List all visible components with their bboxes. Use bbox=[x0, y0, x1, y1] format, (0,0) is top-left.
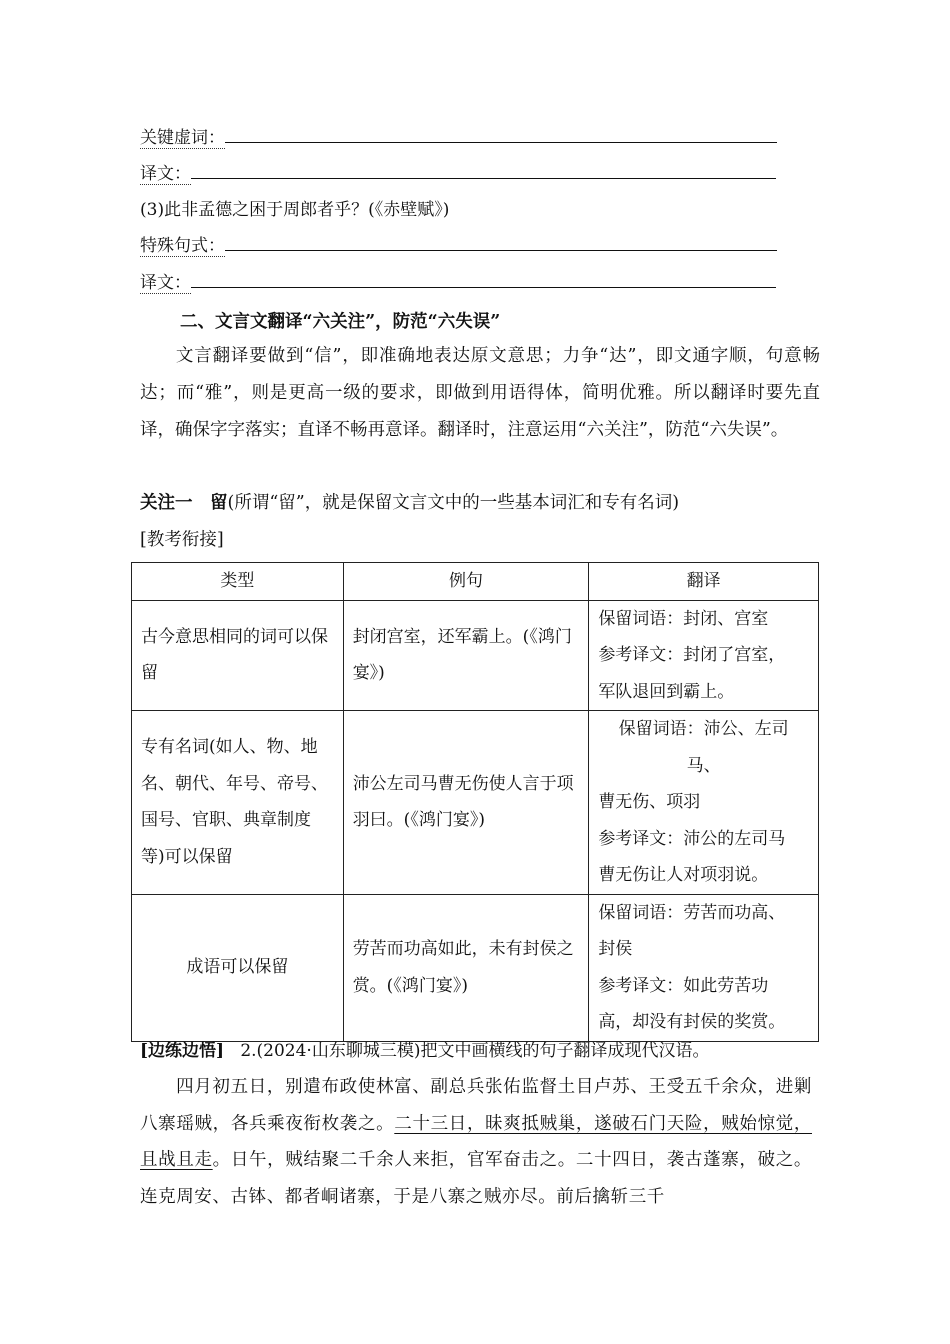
table-header-row bbox=[132, 563, 819, 601]
translation-line: 马、 bbox=[686, 755, 721, 776]
type-cell: 专有名词(如人、物、地名、朝代、年号、帝号、国号、官职、典章制度等)可以保留 bbox=[132, 711, 344, 895]
link-tag: [教考衔接] bbox=[140, 530, 224, 550]
type-cell: 成语可以保留 bbox=[132, 894, 344, 1041]
practice-row bbox=[140, 1039, 709, 1063]
answer-blank[interactable] bbox=[225, 236, 777, 251]
underlined-sentence: 二十三日，昧爽抵贼巢，遂破石门天险，贼始惊觉，且战且走 bbox=[140, 1113, 812, 1170]
translation-line: 高，却没有封侯的奖赏。 bbox=[598, 1012, 786, 1032]
translation-line: 参考译文：如此劳苦功 bbox=[598, 975, 769, 996]
classical-passage bbox=[140, 1069, 812, 1215]
header-type: 类型 bbox=[132, 563, 344, 601]
retention-table bbox=[131, 562, 819, 1042]
key-function-word-label: 关键虚词： bbox=[140, 128, 225, 148]
example-cell: 封闭宫室，还军霸上。(《鸿门宴》) bbox=[343, 600, 589, 711]
example-cell: 沛公左司马曹无伤使人言于项羽曰。(《鸿门宴》) bbox=[343, 711, 589, 895]
translation-line: 曹无伤让人对项羽说。 bbox=[598, 865, 769, 885]
header-translation: 翻译 bbox=[589, 563, 819, 601]
practice-question: 2.(2024·山东聊城三模)把文中画横线的句子翻译成现代汉语。 bbox=[240, 1041, 710, 1061]
passage-text-2: 。日午，贼结聚二千余人来拒，官军奋击之。二十四日，袭古蓬寨，破之。连克周安、古钵、都者峒诸寨，于是八寨之贼亦尽。前后擒斩三千 bbox=[140, 1150, 812, 1207]
intro-paragraph bbox=[140, 338, 820, 449]
focus-one-desc: (所谓“留”，就是保留文言文中的一些基本词汇和专有名词) bbox=[227, 493, 680, 513]
section-heading: 二、文言文翻译“六关注”，防范“六失误” bbox=[180, 312, 501, 332]
focus-one-row bbox=[140, 491, 679, 515]
type-cell: 古今意思相同的词可以保留 bbox=[132, 600, 344, 711]
answer-blank[interactable] bbox=[191, 273, 776, 288]
intro-text: 文言翻译要做到“信”，即准确地表达原文意思；力争“达”，即文通字顺，句意畅达；而“雅”，则是更高一级的要求，即做到用语得体，简明优雅。所以翻译时要先直译，确保字字落实；直译不畅再意译。翻译时，注意运用“六关注”，防范“六失误”。 bbox=[140, 346, 820, 440]
translation-label: 译文： bbox=[140, 164, 191, 184]
translation-line: 保留词语：封闭、宫室 bbox=[598, 608, 769, 629]
table-row bbox=[132, 600, 819, 711]
answer-blank[interactable] bbox=[191, 164, 776, 179]
translation-cell bbox=[589, 600, 819, 711]
table-row bbox=[132, 711, 819, 895]
passage-text-1: 四月初五日，别遣布政使林富、副总兵张佑监督土目卢苏、王受五千余众，进剿八寨瑶贼，各兵乘夜衔枚袭之。 bbox=[140, 1077, 812, 1134]
special-syntax-label: 特殊句式： bbox=[140, 236, 225, 256]
translation-cell bbox=[589, 711, 819, 895]
focus-one-label: 关注一 留 bbox=[140, 493, 228, 513]
translation-label: 译文： bbox=[140, 273, 191, 293]
example-cell: 劳苦而功高如此，未有封侯之赏。(《鸿门宴》) bbox=[343, 894, 589, 1041]
key-function-word-row bbox=[140, 126, 777, 150]
practice-tag: [边练边悟] bbox=[140, 1041, 225, 1061]
translation-cell bbox=[589, 894, 819, 1041]
header-example: 例句 bbox=[343, 563, 589, 601]
translation-row-1 bbox=[140, 162, 776, 186]
answer-blank[interactable] bbox=[225, 128, 777, 143]
translation-line: 保留词语：沛公、左司 bbox=[618, 719, 789, 739]
translation-line: 曹无伤、项羽 bbox=[598, 792, 701, 812]
special-syntax-row bbox=[140, 234, 777, 258]
translation-line: 封侯 bbox=[598, 939, 633, 959]
translation-line: 参考译文：沛公的左司马 bbox=[598, 828, 786, 849]
translation-line: 军队退回到霸上。 bbox=[598, 681, 735, 702]
translation-line: 保留词语：劳苦而功高、 bbox=[598, 902, 786, 923]
question-item-3: (3)此非孟德之困于周郎者乎？(《赤壁赋》) bbox=[140, 200, 450, 220]
translation-line: 参考译文：封闭了宫室， bbox=[598, 645, 786, 665]
table-row bbox=[132, 894, 819, 1041]
translation-row-2 bbox=[140, 271, 776, 295]
